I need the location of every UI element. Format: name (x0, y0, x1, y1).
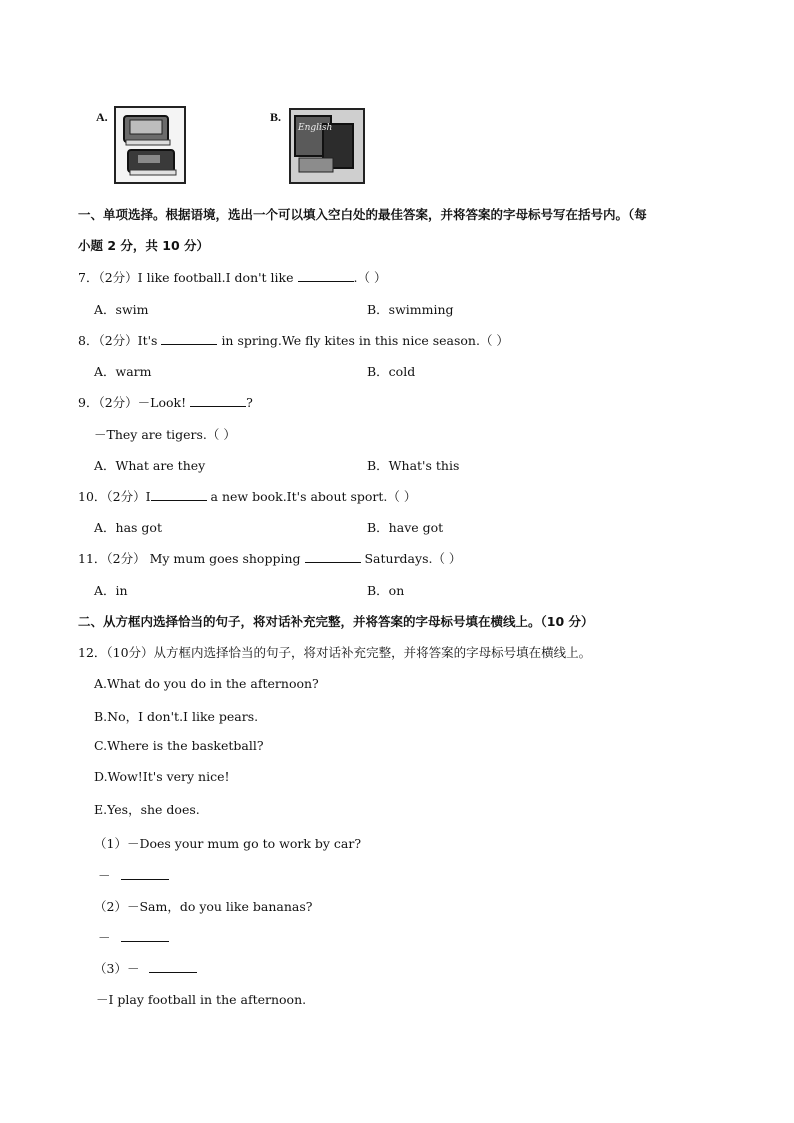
dash: － (98, 930, 111, 945)
option-b: B．What's this (367, 458, 460, 473)
question-9 (78, 393, 253, 411)
option-b: B．have got (367, 520, 444, 535)
dialogue-3-answer: －I play football in the afternoon. (96, 992, 307, 1007)
dash: － (98, 868, 111, 883)
question-text: 8．（2分）It's (78, 333, 158, 348)
books-icon[interactable] (114, 106, 186, 184)
question-12: 12．（10分）从方框内选择恰当的句子，将对话补充完整，并将答案的字母标号填在横线上。 (78, 645, 592, 660)
question-11 (78, 549, 461, 567)
question-7 (78, 268, 386, 286)
choice-b: B.No，I don't.I like pears. (94, 709, 259, 724)
option-b: B．cold (367, 364, 416, 379)
answer-blank[interactable] (151, 490, 207, 501)
option-a: A．warm (94, 364, 152, 379)
answer-bracket[interactable]: .（ ） (353, 270, 387, 285)
dialogue-3-label: （3）－ (94, 961, 140, 976)
answer-blank[interactable] (298, 271, 354, 282)
option-a: A．in (94, 583, 128, 598)
answer-blank[interactable] (305, 552, 361, 563)
dialogue-1-question: （1）－Does your mum go to work by car? (94, 836, 362, 851)
section1-title-line2: 小题 2 分，共 10 分） (78, 238, 210, 253)
option-b: B．on (367, 583, 405, 598)
answer-blank[interactable] (161, 334, 217, 345)
answer-blank[interactable] (190, 396, 246, 407)
question-text-suffix[interactable]: a new book.It's about sport.（ ） (210, 489, 417, 504)
choice-c: C.Where is the basketball? (94, 738, 264, 753)
question-text-suffix[interactable]: Saturdays.（ ） (364, 551, 462, 566)
answer-blank[interactable] (149, 962, 197, 973)
question-text-suffix[interactable]: in spring.We fly kites in this nice season.（ ） (221, 333, 509, 348)
question-text: 7．（2分）I like football.I don't like (78, 270, 294, 285)
book-cover-title: English (298, 123, 333, 133)
choice-e: E.Yes，she does. (94, 802, 200, 817)
section1-title-line1: 一、单项选择。根据语境，选出一个可以填入空白处的最佳答案，并将答案的字母标号写在括号内。（每 (78, 207, 647, 222)
answer-blank[interactable] (121, 931, 169, 942)
option-b: B．swimming (367, 302, 454, 317)
section2-title: 二、从方框内选择恰当的句子，将对话补充完整，并将答案的字母标号填在横线上。（10 分） (78, 614, 594, 629)
dialogue-1-answer (98, 866, 169, 884)
question-text: 9．（2分）－Look! (78, 395, 187, 410)
dialogue-2-answer (98, 928, 169, 946)
books-icon[interactable] (289, 108, 365, 184)
question-9-response[interactable]: －They are tigers.（ ） (94, 427, 236, 442)
option-a: A．What are they (94, 458, 206, 473)
choice-a: A.What do you do in the afternoon? (94, 676, 319, 691)
image-b-label: B. (270, 110, 282, 124)
question-text: 11．（2分） My mum goes shopping (78, 551, 301, 566)
question-8 (78, 331, 509, 349)
option-a: A．swim (94, 302, 149, 317)
answer-blank[interactable] (121, 869, 169, 880)
question-10 (78, 487, 416, 505)
image-a-label: A. (96, 110, 108, 124)
dialogue-2-question: （2）－Sam，do you like bananas? (94, 899, 313, 914)
option-a: A．has got (94, 520, 162, 535)
question-text: 10．（2分）I (78, 489, 151, 504)
question-mark: ? (246, 395, 253, 410)
dialogue-3-question (94, 959, 197, 977)
choice-d: D.Wow!It's very nice! (94, 769, 230, 784)
